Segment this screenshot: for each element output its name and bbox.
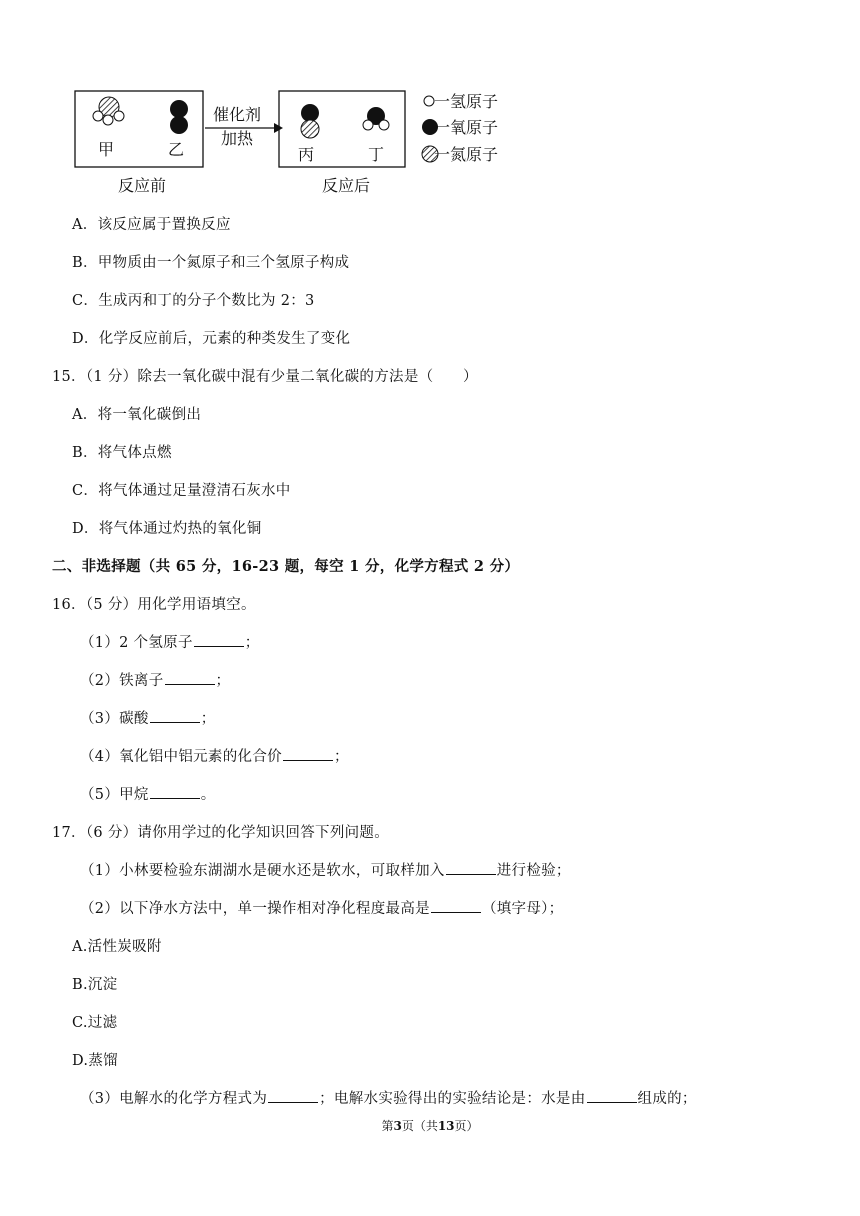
footer-page-number: 3 bbox=[393, 1119, 402, 1133]
label-ding: 丁 bbox=[368, 145, 385, 164]
molecule-ding-icon bbox=[363, 107, 389, 130]
q16-item-4-punct: ； bbox=[333, 749, 349, 765]
q17-item-1-text: （1）小林要检验东湖湖水是硬水还是软水，可取样加入 bbox=[80, 863, 445, 879]
q16-item-2-punct: ； bbox=[215, 673, 231, 689]
q16-item-1-punct: ； bbox=[244, 635, 260, 651]
q17-choice-a: A.活性炭吸附 bbox=[72, 939, 162, 955]
reaction-diagram bbox=[74, 88, 514, 198]
q16-item-1-text: （1）2 个氢原子 bbox=[80, 635, 193, 651]
footer-total-pages: 13 bbox=[437, 1119, 455, 1133]
answer-blank[interactable] bbox=[165, 670, 215, 685]
q17-stem: 17．（6 分）请你用学过的化学知识回答下列问题。 bbox=[52, 825, 390, 841]
q15-option-c: C．将气体通过足量澄清石灰水中 bbox=[72, 483, 291, 499]
q17-item-2-tail: （填字母）； bbox=[481, 901, 564, 917]
answer-blank[interactable] bbox=[268, 1088, 318, 1103]
q15-option-b: B．将气体点燃 bbox=[72, 445, 172, 461]
q16-item-4 bbox=[80, 745, 349, 766]
answer-blank[interactable] bbox=[283, 746, 333, 761]
q17-item-3-middle: ；电解水实验得出的实验结论是：水是由 bbox=[319, 1091, 586, 1107]
legend-nitrogen: 一氮原子 bbox=[434, 145, 499, 164]
answer-blank[interactable] bbox=[194, 632, 244, 647]
q17-choice-d: D.蒸馏 bbox=[72, 1053, 118, 1069]
q15-option-d: D．将气体通过灼热的氧化铜 bbox=[72, 521, 262, 537]
answer-blank[interactable] bbox=[587, 1088, 637, 1103]
q14-option-b: B．甲物质由一个氮原子和三个氢原子构成 bbox=[72, 255, 350, 271]
hydrogen-atom-icon bbox=[424, 96, 434, 106]
q16-item-2 bbox=[80, 669, 230, 690]
q14-option-c: C．生成丙和丁的分子个数比为 2：3 bbox=[72, 293, 315, 309]
q17-item-2 bbox=[80, 897, 564, 918]
molecule-jia-icon bbox=[93, 97, 124, 125]
q16-item-3-text: （3）碳酸 bbox=[80, 711, 149, 727]
q16-item-2-text: （2）铁离子 bbox=[80, 673, 164, 689]
label-yi: 乙 bbox=[168, 140, 185, 159]
q16-item-3-punct: ； bbox=[200, 711, 216, 727]
q16-item-5 bbox=[80, 783, 216, 804]
q16-item-5-punct: 。 bbox=[200, 787, 216, 803]
page-footer bbox=[0, 1117, 860, 1134]
after-label: 反应后 bbox=[322, 176, 371, 195]
molecule-yi-icon bbox=[170, 100, 188, 134]
answer-blank[interactable] bbox=[150, 708, 200, 723]
q16-item-5-text: （5）甲烷 bbox=[80, 787, 149, 803]
label-jia: 甲 bbox=[98, 140, 115, 159]
q14-option-d: D．化学反应前后，元素的种类发生了变化 bbox=[72, 331, 351, 347]
q17-item-2-text: （2）以下净水方法中，单一操作相对净化程度最高是 bbox=[80, 901, 430, 917]
q17-choice-b: B.沉淀 bbox=[72, 977, 118, 993]
answer-blank[interactable] bbox=[150, 784, 200, 799]
q16-item-4-text: （4）氧化铝中铝元素的化合价 bbox=[80, 749, 282, 765]
section-heading: 二、非选择题（共 65 分，16-23 题，每空 1 分，化学方程式 2 分） bbox=[52, 558, 520, 575]
q16-stem: 16．（5 分）用化学用语填空。 bbox=[52, 597, 256, 613]
legend bbox=[422, 92, 498, 164]
q17-item-1 bbox=[80, 859, 571, 880]
before-label: 反应前 bbox=[118, 176, 167, 195]
answer-blank[interactable] bbox=[446, 860, 496, 875]
heating-label: 加热 bbox=[221, 129, 254, 148]
reaction-diagram-svg bbox=[74, 88, 514, 198]
label-bing: 丙 bbox=[298, 145, 315, 164]
molecule-bing-icon bbox=[301, 104, 319, 138]
legend-hydrogen: 一氢原子 bbox=[434, 92, 499, 111]
q15-option-a: A．将一氧化碳倒出 bbox=[72, 407, 202, 423]
footer-mid: 页（共 bbox=[401, 1119, 438, 1133]
q16-item-1 bbox=[80, 631, 260, 652]
footer-pre: 第 bbox=[381, 1119, 394, 1133]
q17-item-3-tail: 组成的； bbox=[637, 1091, 697, 1107]
q15-stem: 15．（1 分）除去一氧化碳中混有少量二氧化碳的方法是（ ） bbox=[52, 369, 478, 385]
q17-choice-c: C.过滤 bbox=[72, 1015, 118, 1031]
q14-option-a: A．该反应属于置换反应 bbox=[72, 217, 231, 233]
answer-blank[interactable] bbox=[431, 898, 481, 913]
footer-post: 页） bbox=[454, 1119, 479, 1133]
q16-item-3 bbox=[80, 707, 216, 728]
catalyst-label: 催化剂 bbox=[213, 105, 262, 124]
q17-item-3 bbox=[80, 1087, 697, 1108]
q17-item-1-tail: 进行检验； bbox=[496, 863, 571, 879]
legend-oxygen: 一氧原子 bbox=[434, 118, 499, 137]
q17-item-3-text: （3）电解水的化学方程式为 bbox=[80, 1091, 268, 1107]
